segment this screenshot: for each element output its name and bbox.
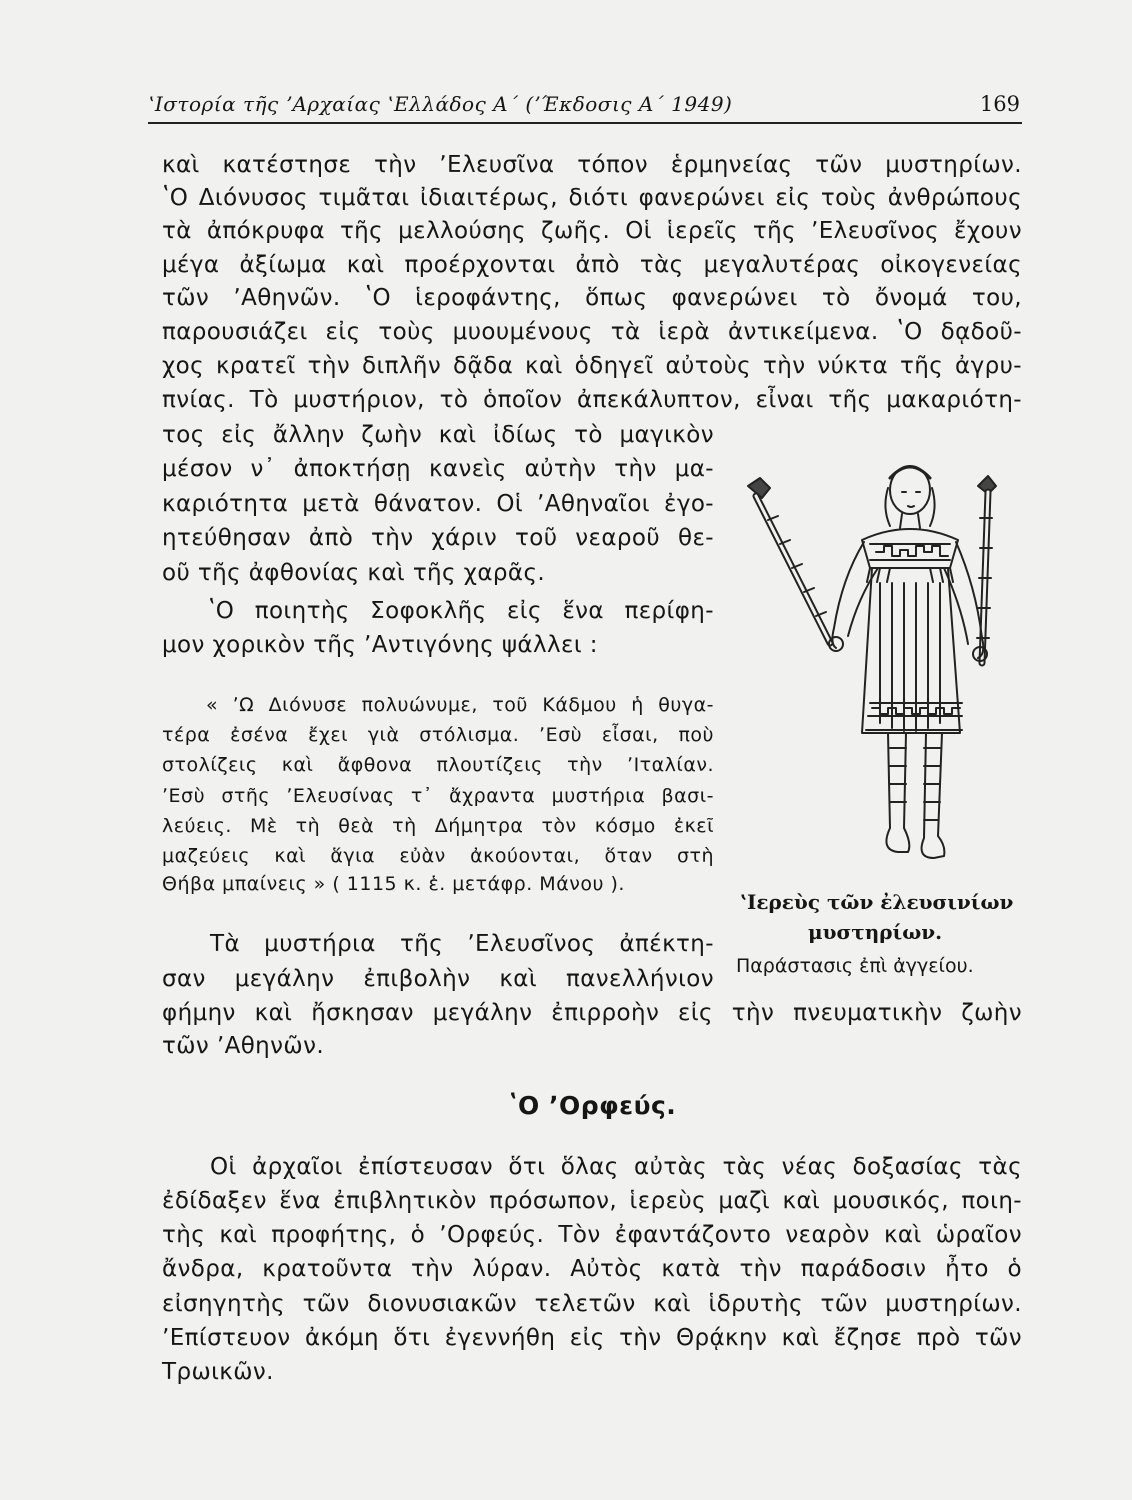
text-line: ητεύθησαν ἀπὸ τὴν χάριν τοῦ νεαροῦ θε- <box>162 525 714 551</box>
text-line: τῶν ʼΑθηνῶν. <box>162 1033 325 1059</box>
figure-caption-title: ʽΙερεὺς τῶν ἐλευσινίων <box>740 890 1014 914</box>
running-head <box>148 92 1022 124</box>
section-heading: ʽΟ ʼΟρφεύς. <box>508 1091 677 1120</box>
text-line: ἐδίδαξεν ἕνα ἐπιβλητικὸν πρόσωπον, ἱερεὺς μαζὶ καὶ μουσικός, ποιη- <box>162 1188 1022 1214</box>
text-line: σαν μεγάλην ἐπιβολὴν καὶ πανελλήνιον <box>162 966 714 992</box>
text-line: πνίας. Τὸ μυστήριον, τὸ ὁποῖον ἀπεκάλυπτον, εἶναι τῆς μακαριότη- <box>162 387 1022 413</box>
text-line: μέσον ν᾽ ἀποκτήσῃ κανεὶς αὐτὴν τὴν μα- <box>162 456 714 482</box>
text-line: καριότητα μετὰ θάνατον. Οἱ ʼΑθηναῖοι ἐγο- <box>162 491 714 517</box>
text-line: Τὰ μυστήρια τῆς ʼΕλευσῖνος ἀπέκτη- <box>210 931 714 957</box>
text-line: Τρωικῶν. <box>162 1359 274 1385</box>
text-line: Οἱ ἀρχαῖοι ἐπίστευσαν ὅτι ὅλας αὐτὰς τὰς νέας δοξασίας τὰς <box>210 1154 1022 1180</box>
figure-caption-title-2: μυστηρίων. <box>808 920 943 944</box>
quote-line: « ʼΩ Διόνυσε πολυώνυμε, τοῦ Κάδμου ἡ θυγα- <box>206 694 714 716</box>
figure-caption-source: Παράστασις ἐπὶ ἀγγείου. <box>736 955 974 977</box>
text-line: φήμην καὶ ἤσκησαν μεγάλην ἐπιρροὴν εἰς τὴν πνευματικὴν ζωὴν <box>162 1000 1022 1026</box>
text-line: παρουσιάζει εἰς τοὺς μυουμένους τὰ ἱερὰ ἀντικείμενα. ʽΟ δᾳδοῦ- <box>162 319 1022 345</box>
text-line: ἄνδρα, κρατοῦντα τὴν λύραν. Αὐτὸς κατὰ τὴν παράδοσιν ἦτο ὁ <box>162 1256 1022 1282</box>
text-line: ʽΟ ποιητὴς Σοφοκλῆς εἰς ἕνα περίφη- <box>208 598 714 624</box>
text-line: ʼΕπίστευον ἀκόμη ὅτι ἐγεννήθη εἰς τὴν Θρᾴκην καὶ ἔζησε πρὸ τῶν <box>162 1325 1022 1351</box>
quote-line: στολίζεις καὶ ἄφθονα πλουτίζεις τὴν ʼΙταλίαν. <box>162 754 714 776</box>
text-line: τὰ ἀπόκρυφα τῆς μελλούσης ζωῆς. Οἱ ἱερεῖς τῆς ʼΕλευσῖνος ἔχουν <box>162 218 1022 244</box>
text-line: τὴς καὶ προφήτης, ὁ ʼΟρφεύς. Τὸν ἐφαντάζοντο νεαρὸν καὶ ὡραῖον <box>162 1222 1022 1248</box>
priest-illustration <box>730 448 1030 878</box>
quote-line: ʼΕσὺ στῆς ʼΕλευσίνας τ᾽ ἄχραντα μυστήρια βασι- <box>162 785 714 807</box>
text-line: ʽΟ Διόνυσος τιμᾶται ἰδιαιτέρως, διότι φανερώνει εἰς τοὺς ἀνθρώπους <box>162 185 1022 211</box>
text-line: μέγα ἀξίωμα καὶ προέρχονται ἀπὸ τὰς μεγαλυτέρας οἰκογενείας <box>162 252 1022 278</box>
quote-line: λεύεις. Μὲ τὴ θεὰ τὴ Δήμητρα τὸν κόσμο ἐκεῖ <box>162 815 714 837</box>
text-line: τος εἰς ἄλλην ζωὴν καὶ ἰδίως τὸ μαγικὸν <box>162 422 714 448</box>
text-line: τῶν ʼΑθηνῶν. ʽΟ ἱεροφάντης, ὅπως φανερώνει τὸ ὄνομά του, <box>162 285 1022 311</box>
text-line: καὶ κατέστησε τὴν ʼΕλευσῖνα τόπον ἑρμηνείας τῶν μυστηρίων. <box>162 152 1022 178</box>
text-line: εἰσηγητὴς τῶν διονυσιακῶν τελετῶν καὶ ἱδρυτὴς τῶν μυστηρίων. <box>162 1291 1022 1317</box>
quote-line: Θήβα μπαίνεις » ( 1115 κ. ἑ. μετάφρ. Μάνου ). <box>162 873 625 895</box>
page-number: 169 <box>979 92 1020 116</box>
book-title: ʽΙστορία τῆς ʼΑρχαίας ʽΕλλάδος Α΄ (ʼΈκδοσις Α΄ 1949) <box>148 92 733 116</box>
text-line: μον χορικὸν τῆς ʼΑντιγόνης ψάλλει : <box>162 632 598 658</box>
quote-line: μαζεύεις καὶ ἅγια εὐὰν ἀκούονται, ὅταν στὴ <box>162 845 714 867</box>
text-line: χος κρατεῖ τὴν διπλῆν δᾷδα καὶ ὁδηγεῖ αὐτοὺς τὴν νύκτα τῆς ἀγρυ- <box>162 353 1022 379</box>
quote-line: τέρα ἐσένα ἔχει γιὰ στόλισμα. ʼΕσὺ εἶσαι, ποὺ <box>162 724 714 746</box>
text-line: οῦ τῆς ἀφθονίας καὶ τῆς χαρᾶς. <box>162 560 546 586</box>
